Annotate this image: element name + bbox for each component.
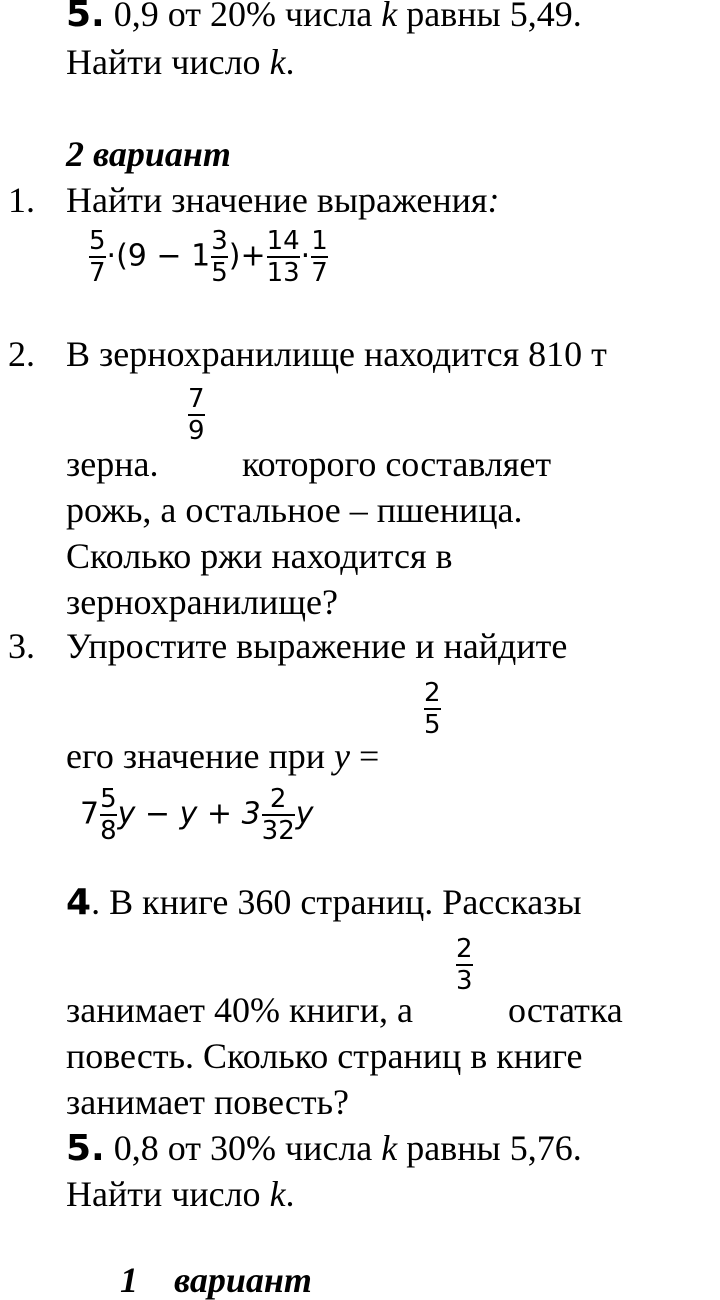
problem-5-line2 — [66, 1176, 295, 1212]
numerator: 7 — [188, 384, 205, 414]
variable-y: y — [295, 796, 314, 832]
dot-operator: · — [300, 238, 311, 274]
expression-part: y − y + 3 — [117, 796, 261, 832]
problem-5-line1 — [66, 1130, 582, 1167]
expression-part: )+ — [228, 238, 266, 274]
equals-sign: = — [358, 736, 380, 776]
problem-1-expression — [88, 228, 329, 286]
next-variant-heading: 1 вариант — [120, 1260, 312, 1300]
fraction-2-5 — [424, 680, 441, 738]
problem-text: 0,9 от 20% числа — [113, 0, 373, 34]
variable-k: k — [381, 0, 398, 34]
problem-3-number: 3. — [8, 626, 35, 666]
problem-3-line1: Упростите выражение и найдите — [66, 626, 568, 666]
problem-number: 4 — [66, 882, 92, 923]
problem-2-line1: В зернохранилище находится 810 т — [66, 334, 607, 374]
problem-text: . В книге 360 страниц. Рассказы — [91, 882, 582, 922]
denominator: 9 — [188, 416, 205, 446]
problem-text-end: равны 5,49. — [406, 0, 582, 34]
period: . — [285, 42, 295, 82]
problem-1-number: 1. — [8, 180, 35, 220]
problem-2-number: 2. — [8, 334, 35, 374]
problem-text: Найти значение выражения — [66, 180, 488, 220]
problem-text: Найти число — [66, 1174, 261, 1214]
problem-number: 5. — [66, 0, 105, 35]
denominator: 5 — [424, 710, 441, 740]
top-problem-5-line1 — [66, 0, 582, 33]
numerator: 2 — [424, 678, 441, 708]
expression-part: (9 − 1 — [116, 238, 211, 274]
fraction-7-9 — [188, 386, 205, 444]
fraction: $\frac{1}{7}$ — [311, 226, 328, 288]
period: . — [285, 1174, 295, 1214]
problem-number: 5. — [66, 1128, 105, 1169]
denominator: 3 — [456, 966, 473, 996]
problem-4-line3: повесть. Сколько страниц в книге — [66, 1036, 583, 1076]
problem-4-line1 — [66, 884, 582, 921]
problem-2-line2a: зерна. — [66, 444, 159, 484]
problem-2-line3: рожь, а остальное – пшеница. — [66, 490, 523, 530]
problem-text: 0,8 от 30% числа — [113, 1128, 373, 1168]
problem-1-text — [66, 182, 500, 218]
problem-text: его значение при — [66, 736, 325, 776]
dot-operator: · — [106, 238, 117, 274]
problem-4-line2a: занимает 40% книги, а — [66, 990, 413, 1030]
problem-3-line2 — [66, 738, 379, 774]
fraction: $\frac{2}{32}$ — [261, 784, 295, 846]
problem-2-line5: зернохранилище? — [66, 582, 338, 622]
colon: : — [487, 180, 500, 220]
fraction-2-3 — [456, 936, 473, 994]
fraction: $\frac{14}{13}$ — [266, 226, 300, 288]
variable-y: y — [334, 736, 350, 776]
top-problem-5-line2 — [66, 44, 295, 80]
problem-2-line2b: которого составляет — [242, 444, 552, 484]
variable-k: k — [381, 1128, 398, 1168]
variant-heading: 2 вариант — [66, 134, 231, 174]
variable-k: k — [269, 1174, 286, 1214]
problem-text: Найти число — [66, 42, 261, 82]
whole-part: 7 — [80, 796, 100, 832]
fraction: $\frac{5}{8}$ — [100, 784, 117, 846]
fraction: $\frac{3}{5}$ — [211, 226, 228, 288]
numerator: 2 — [456, 934, 473, 964]
problem-4-line4: занимает повесть? — [66, 1082, 349, 1122]
problem-2-line4: Сколько ржи находится в — [66, 536, 453, 576]
problem-3-expression — [80, 786, 314, 844]
fraction: $\frac{5}{7}$ — [89, 226, 106, 288]
problem-text-end: равны 5,76. — [406, 1128, 582, 1168]
variable-k: k — [269, 42, 286, 82]
problem-4-line2b: остатка — [508, 990, 623, 1030]
